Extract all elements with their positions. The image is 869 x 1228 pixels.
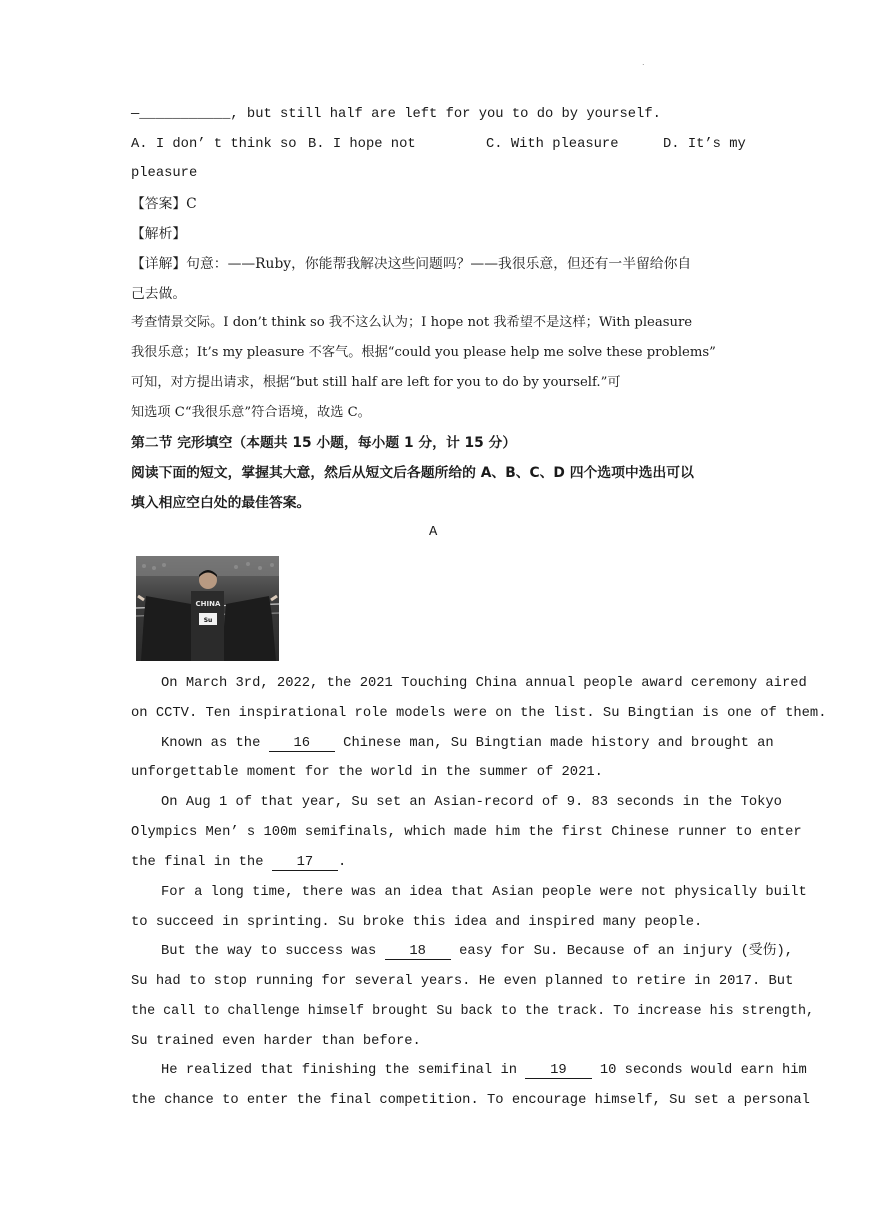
blank-17[interactable]: 17 xyxy=(271,855,339,870)
passage-line: the call to challenge himself brought Su back to the track. To increase his strength, xyxy=(131,1004,815,1019)
athlete-photo xyxy=(136,556,279,661)
passage-line: Su trained even harder than before. xyxy=(131,1034,421,1049)
option-d: D. It’s my xyxy=(663,137,746,152)
question-line: —___________, but still half are left for you to do by yourself. xyxy=(131,107,661,122)
explanation-line: 知选项 C“我很乐意”符合语境，故选 C。 xyxy=(131,405,371,420)
answer-label: 【答案】C xyxy=(131,196,197,212)
section-title: 第二节 完形填空（本题共 15 小题，每小题 1 分，计 15 分） xyxy=(131,435,517,451)
option-b: B. I hope not xyxy=(308,137,416,152)
explanation-line: 考查情景交际。I don’t think so 我不这么认为；I hope not 我希望不是这样；With pleasure xyxy=(131,315,693,330)
passage-line: to succeed in sprinting. Su broke this idea and inspired many people. xyxy=(131,915,703,930)
blank-19[interactable]: 19 xyxy=(525,1063,592,1078)
passage-line: On March 3rd, 2022, the 2021 Touching China annual people award ceremony aired xyxy=(161,676,807,691)
explanation-line: 我很乐意；It’s my pleasure 不客气。根据“could you please help me solve these problems” xyxy=(131,345,716,360)
detail-line: 己去做。 xyxy=(131,286,187,302)
detail-line: 【详解】句意：——Ruby，你能帮我解决这些问题吗？——我很乐意，但还有一半留给你自 xyxy=(131,256,692,272)
explanation-line: 可知，对方提出请求，根据“but still half are left for you to do by yourself.”可 xyxy=(131,375,621,390)
option-d-continued: pleasure xyxy=(131,166,198,181)
page-mark: . xyxy=(642,58,645,67)
option-a: A. I don’ t think so xyxy=(131,137,297,152)
passage-line: the final in the 17 . xyxy=(131,855,347,870)
passage-line: the chance to enter the final competition. To encourage himself, Su set a personal xyxy=(131,1093,810,1108)
passage-line: For a long time, there was an idea that Asian people were not physically built xyxy=(161,885,807,900)
passage-line: on CCTV. Ten inspirational role models were on the list. Su Bingtian is one of them. xyxy=(131,706,827,721)
section-instruction: 填入相应空白处的最佳答案。 xyxy=(131,495,311,511)
passage-label: A xyxy=(429,525,438,540)
svg-text:Su: Su xyxy=(203,617,213,624)
svg-text:CHINA: CHINA xyxy=(195,600,221,608)
blank-18[interactable]: 18 xyxy=(384,944,451,959)
analysis-heading: 【解析】 xyxy=(131,226,187,242)
passage-line: But the way to success was 18 easy for Su. Because of an injury (受伤), xyxy=(161,944,794,959)
section-instruction: 阅读下面的短文，掌握其大意，然后从短文后各题所给的 A、B、C、D 四个选项中选出可以 xyxy=(131,465,694,481)
passage-line: unforgettable moment for the world in the summer of 2021. xyxy=(131,765,603,780)
passage-line: He realized that finishing the semifinal in 19 10 seconds would earn him xyxy=(161,1063,807,1078)
passage-line: Su had to stop running for several years. He even planned to retire in 2017. But xyxy=(131,974,794,989)
passage-line: Olympics Men’ s 100m semifinals, which made him the first Chinese runner to enter xyxy=(131,825,802,840)
option-c: C. With pleasure xyxy=(486,137,619,152)
passage-line: On Aug 1 of that year, Su set an Asian-record of 9. 83 seconds in the Tokyo xyxy=(161,795,782,810)
blank-16[interactable]: 16 xyxy=(268,736,335,751)
passage-line: Known as the 16 Chinese man, Su Bingtian made history and brought an xyxy=(161,736,774,751)
